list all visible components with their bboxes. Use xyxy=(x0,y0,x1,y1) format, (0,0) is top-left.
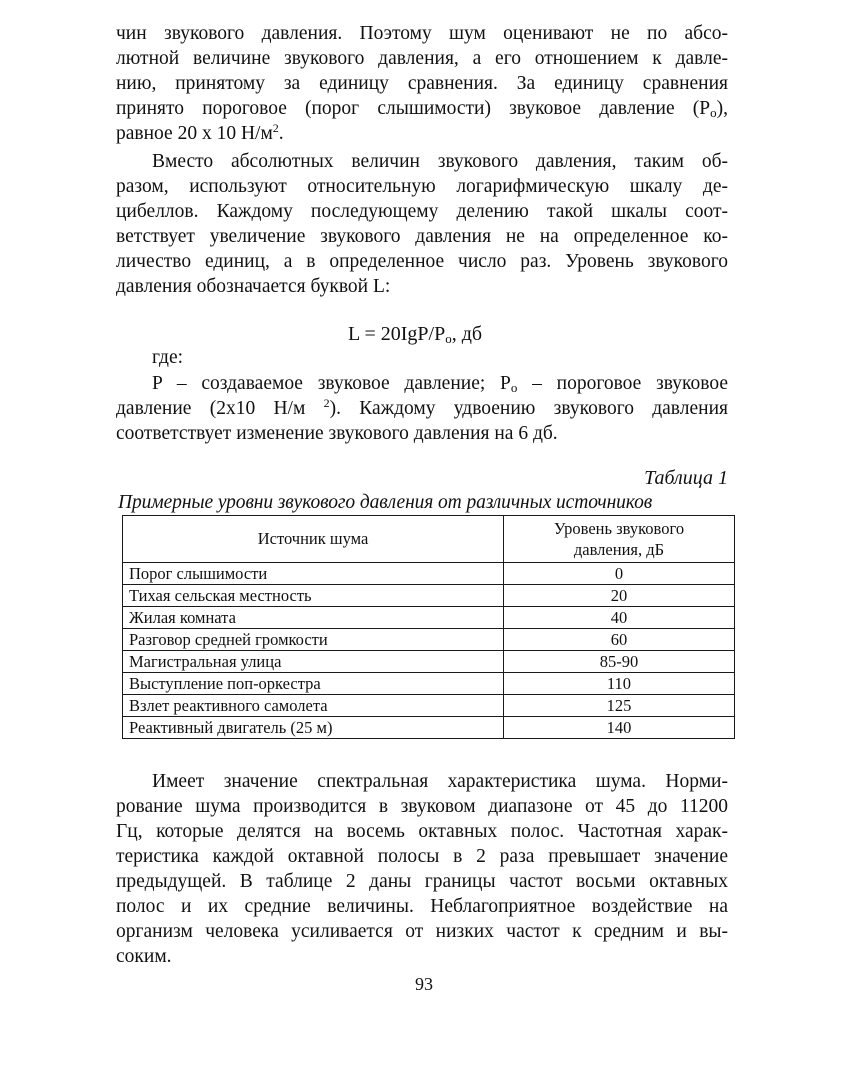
superscript: 2 xyxy=(323,396,330,410)
text-line: чин звукового давления. Поэтому шум оценивают не по абсо- xyxy=(116,23,728,44)
subscript: o xyxy=(710,105,717,120)
header-level xyxy=(504,516,735,563)
cell-level: 40 xyxy=(504,607,735,629)
cell-source: Взлет реактивного самолета xyxy=(123,695,504,717)
text-line: полос и их средние величины. Неблагоприятное воздействие на xyxy=(116,896,728,917)
text-line: рование шума производится в звуковом диапазоне от 45 до 11200 xyxy=(116,796,728,817)
cell-source: Разговор средней громкости xyxy=(123,629,504,651)
text-line: Вместо абсолютных величин звукового давления, таким об- xyxy=(152,151,728,172)
cell-level: 85-90 xyxy=(504,651,735,673)
text-line: Имеет значение спектральная характеристика шума. Норми- xyxy=(152,771,728,792)
superscript: 2 xyxy=(272,121,279,135)
text-line: организм человека усиливается от низких частот к средним и вы- xyxy=(116,921,728,942)
cell-source: Тихая сельская местность xyxy=(123,585,504,607)
header-level-line2: давления, дБ xyxy=(573,540,665,559)
text-line: соответствует изменение звукового давления на 6 дб. xyxy=(116,423,558,444)
formula xyxy=(348,322,482,351)
cell-source: Порог слышимости xyxy=(123,563,504,585)
text-line: личество единиц, а в определенное число раз. Уровень звукового xyxy=(116,251,728,272)
cell-level: 0 xyxy=(504,563,735,585)
cell-level: 60 xyxy=(504,629,735,651)
text-segment: ). Каждому удвоению звукового давления xyxy=(329,398,728,419)
cell-source: Реактивный двигатель (25 м) xyxy=(123,717,504,739)
text-line: цибеллов. Каждому последующему делению такой шкалы соот- xyxy=(116,201,728,222)
table-row xyxy=(123,651,735,673)
subscript: o xyxy=(445,331,452,346)
table-row xyxy=(123,695,735,717)
table-header-row xyxy=(123,516,735,563)
table-row xyxy=(123,717,735,739)
text-line: теристика каждой октавной полосы в 2 раза превышает значение xyxy=(116,846,728,867)
text-line xyxy=(116,122,728,146)
table-number: Таблица 1 xyxy=(644,467,728,489)
text-line: соким. xyxy=(116,946,172,967)
text-line: Гц, которые делятся на восемь октавных полос. Частотная харак- xyxy=(116,821,728,842)
cell-level: 110 xyxy=(504,673,735,695)
text-segment: – пороговое звуковое xyxy=(517,373,729,394)
formula-left: L = 20IgP/P xyxy=(348,323,446,345)
formula-right: , дб xyxy=(451,323,483,345)
table-row xyxy=(123,607,735,629)
text-line: разом, используют относительную логарифмическую шкалу де- xyxy=(116,176,728,197)
cell-source: Магистральная улица xyxy=(123,651,504,673)
text-line: лютной величине звукового давления, а его отношением к давле- xyxy=(116,48,728,69)
text-segment: равное 20 х 10 Н/м xyxy=(116,123,273,144)
table-row xyxy=(123,629,735,651)
subscript: o xyxy=(510,380,518,395)
cell-source: Выступление поп-оркестра xyxy=(123,673,504,695)
text-segment: давление (2х10 Н/м xyxy=(116,398,324,419)
cell-level: 125 xyxy=(504,695,735,717)
text-line xyxy=(152,372,728,396)
noise-levels-table xyxy=(122,515,735,739)
table-row xyxy=(123,585,735,607)
text-segment: P – создаваемое звуковое давление; P xyxy=(152,373,511,394)
page-number: 93 xyxy=(415,974,433,994)
text-line: нию, принятому за единицу сравнения. За единицу сравнения xyxy=(116,73,728,94)
table-row xyxy=(123,563,735,585)
text-segment: принято пороговое (порог слышимости) звуковое давление (P xyxy=(116,98,711,119)
table-row xyxy=(123,673,735,695)
cell-level: 20 xyxy=(504,585,735,607)
text-line xyxy=(116,97,728,121)
text-line: давления обозначается буквой L: xyxy=(116,276,391,297)
table-caption: Примерные уровни звукового давления от различных источников xyxy=(118,492,653,513)
formula-where: где: xyxy=(152,347,184,368)
header-source: Источник шума xyxy=(123,516,504,563)
header-level-line1: Уровень звукового xyxy=(553,519,685,538)
text-line: ветствует увеличение звукового давления не на определенное ко- xyxy=(116,226,728,247)
text-line xyxy=(116,397,728,421)
text-line: предыдущей. В таблице 2 даны границы частот восьми октавных xyxy=(116,871,728,892)
text-segment: . xyxy=(278,123,284,144)
text-segment: ), xyxy=(716,98,728,119)
cell-source: Жилая комната xyxy=(123,607,504,629)
cell-level: 140 xyxy=(504,717,735,739)
